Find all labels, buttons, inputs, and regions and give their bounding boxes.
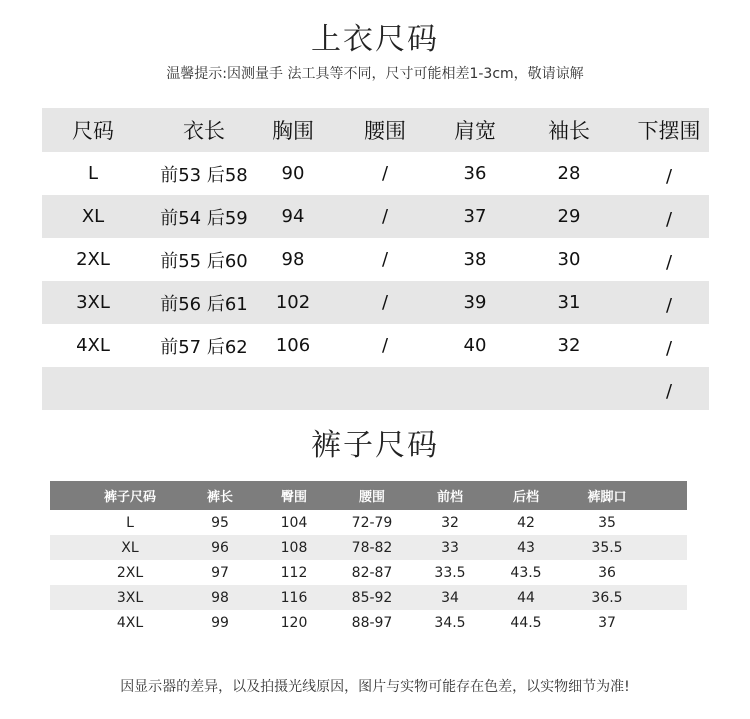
cell-hem: / [665, 338, 673, 359]
cell-front-rise: 33.5 [434, 564, 466, 581]
table-row [50, 510, 687, 535]
cell-length: 99 [211, 614, 229, 631]
pants-size-title: 裤子尺码 [311, 428, 439, 463]
cell-shoulder: 37 [463, 206, 487, 227]
cell-sleeve: 29 [557, 206, 581, 227]
cell-length: 前53 后58 [160, 164, 248, 186]
header-size: 裤子尺码 [103, 490, 156, 505]
table-row [50, 585, 687, 610]
cell-chest [253, 367, 333, 410]
cell-hip: 108 [280, 539, 308, 556]
cell-back-rise: 43.5 [510, 564, 542, 581]
table-header [50, 481, 687, 510]
cell-waist: / [381, 206, 389, 227]
header-sleeve: 袖长 [548, 119, 590, 143]
cell-waist: 85-92 [351, 589, 393, 606]
cell-front-rise: 34.5 [434, 614, 466, 631]
cell-front-rise: 33 [441, 539, 459, 556]
cell-hip: 120 [280, 614, 308, 631]
cell-hip: 104 [280, 514, 308, 531]
cell-hip: 112 [280, 564, 308, 581]
cell-waist: 78-82 [351, 539, 393, 556]
cell-hem: / [665, 381, 673, 402]
table-row [42, 238, 709, 281]
cell-chest: 90 [281, 163, 305, 184]
header-waist: 腰围 [358, 490, 385, 505]
cell-length: 前54 后59 [160, 207, 248, 229]
cell-sleeve: 28 [557, 163, 581, 184]
cell-waist: / [381, 163, 389, 184]
table-row [42, 367, 709, 410]
top-size-table [42, 108, 709, 410]
cell-waist: 88-97 [351, 614, 393, 631]
cell-size: XL [81, 206, 105, 227]
cell-length: 96 [211, 539, 229, 556]
cell-sleeve: 31 [557, 292, 581, 313]
table-row [42, 281, 709, 324]
header-size: 尺码 [72, 119, 114, 143]
table-row [42, 195, 709, 238]
cell-length [139, 367, 269, 410]
cell-size: 2XL [116, 564, 144, 581]
cell-size: 3XL [76, 292, 110, 313]
cell-leg-opening: 35.5 [591, 539, 623, 556]
cell-size: 2XL [76, 249, 110, 270]
cell-front-rise: 32 [441, 514, 459, 531]
cell-front-rise: 34 [441, 589, 459, 606]
cell-leg-opening: 36 [598, 564, 616, 581]
cell-length: 前57 后62 [160, 336, 248, 358]
cell-shoulder: 39 [463, 292, 487, 313]
table-row [42, 324, 709, 367]
header-chest: 胸围 [272, 119, 314, 143]
cell-sleeve [529, 367, 609, 410]
cell-size: 4XL [76, 335, 110, 356]
cell-chest: 102 [275, 292, 311, 313]
cell-length: 97 [211, 564, 229, 581]
cell-hem: / [665, 252, 673, 273]
cell-leg-opening: 37 [598, 614, 616, 631]
cell-back-rise: 43 [517, 539, 535, 556]
header-leg-opening: 裤脚口 [587, 490, 627, 505]
cell-sleeve: 32 [557, 335, 581, 356]
cell-size: L [87, 163, 99, 184]
cell-size: 4XL [116, 614, 144, 631]
table-row [50, 535, 687, 560]
header-hem: 下摆围 [637, 119, 701, 143]
cell-length: 98 [211, 589, 229, 606]
cell-waist [345, 367, 425, 410]
cell-size: 3XL [116, 589, 144, 606]
cell-shoulder [435, 367, 515, 410]
measurement-notice: 温馨提示:因测量手 法工具等不同，尺寸可能相差1-3cm，敬请谅解 [166, 66, 584, 82]
cell-size: L [126, 514, 134, 531]
cell-chest: 98 [281, 249, 305, 270]
pants-size-table [50, 481, 687, 635]
header-length: 衣长 [183, 119, 225, 143]
table-row [42, 152, 709, 195]
cell-back-rise: 42 [517, 514, 535, 531]
header-back-rise: 后档 [512, 490, 539, 505]
cell-waist: / [381, 335, 389, 356]
cell-shoulder: 38 [463, 249, 487, 270]
cell-leg-opening: 35 [598, 514, 616, 531]
cell-hem: / [665, 166, 673, 187]
color-disclaimer: 因显示器的差异，以及拍摄光线原因，图片与实物可能存在色差，以实物细节为准! [120, 679, 630, 695]
cell-waist: / [381, 292, 389, 313]
cell-back-rise: 44.5 [510, 614, 542, 631]
cell-hem: / [665, 295, 673, 316]
table-row [50, 610, 687, 635]
cell-length: 前56 后61 [160, 293, 248, 315]
table-header [42, 108, 709, 152]
top-size-title: 上衣尺码 [311, 22, 439, 57]
cell-length: 95 [211, 514, 229, 531]
cell-hip: 116 [280, 589, 308, 606]
cell-shoulder: 40 [463, 335, 487, 356]
header-shoulder: 肩宽 [454, 119, 496, 143]
cell-waist: 82-87 [351, 564, 393, 581]
cell-chest: 106 [275, 335, 311, 356]
cell-size [48, 367, 138, 410]
cell-sleeve: 30 [557, 249, 581, 270]
cell-back-rise: 44 [517, 589, 535, 606]
cell-hem: / [665, 209, 673, 230]
cell-size: XL [121, 539, 139, 556]
cell-waist: 72-79 [351, 514, 393, 531]
cell-length: 前55 后60 [160, 250, 248, 272]
cell-leg-opening: 36.5 [591, 589, 623, 606]
header-length: 裤长 [206, 490, 233, 505]
header-hip: 臀围 [280, 490, 307, 505]
table-row [50, 560, 687, 585]
cell-chest: 94 [281, 206, 305, 227]
header-front-rise: 前档 [436, 490, 463, 505]
header-waist: 腰围 [364, 119, 406, 143]
cell-shoulder: 36 [463, 163, 487, 184]
cell-waist: / [381, 249, 389, 270]
